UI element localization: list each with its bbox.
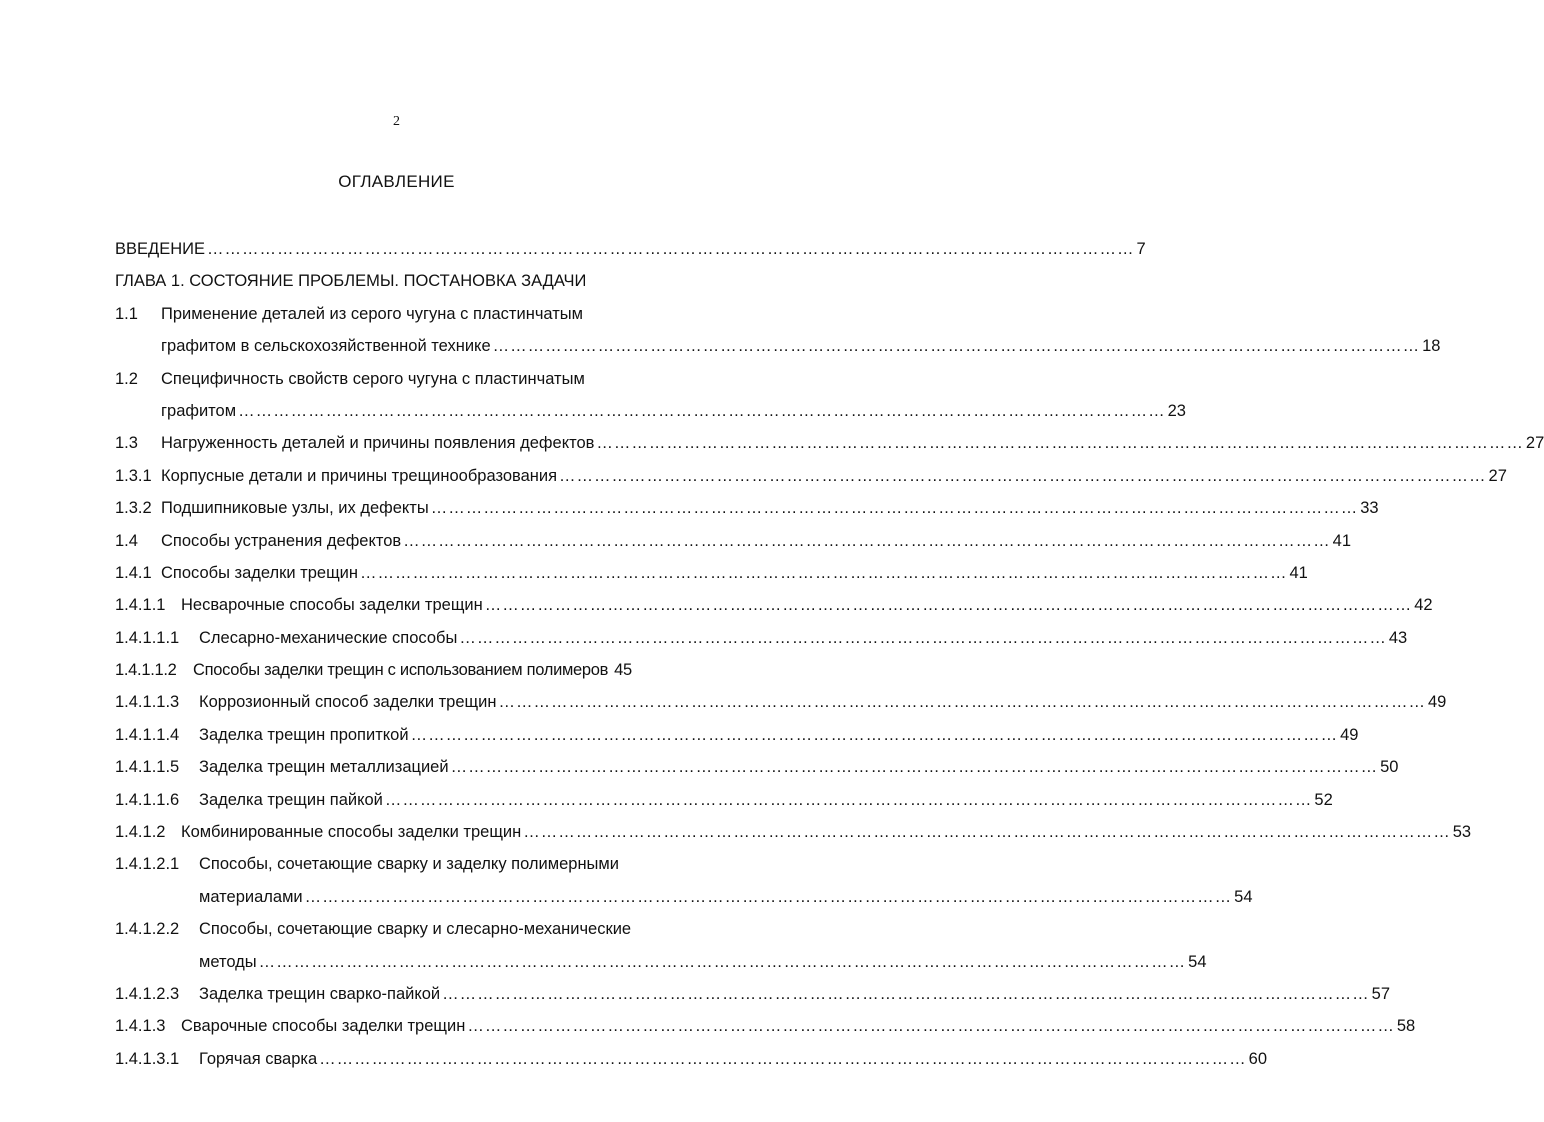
toc-entry-1-2[interactable]: [115, 363, 705, 395]
dot-leader: [467, 1010, 1395, 1042]
table-of-contents: [115, 233, 1544, 1075]
dot-leader: [305, 881, 1233, 913]
toc-entry-page: 27: [1488, 466, 1507, 485]
toc-entry-1-4-1-2-1[interactable]: [115, 848, 705, 880]
dot-leader: [451, 751, 1379, 783]
toc-chapter-1[interactable]: [115, 265, 705, 297]
toc-entry-number: 1.4.1.3.1: [115, 1049, 180, 1068]
chapter-title: ГЛАВА 1. СОСТОЯНИЕ ПРОБЛЕМЫ. ПОСТАНОВКА ЗАДАЧИ: [115, 272, 587, 291]
toc-entry-1-1-cont[interactable]: [115, 330, 1441, 362]
toc-entry-1-4-1-3-1[interactable]: [115, 1043, 1268, 1075]
toc-entry-page: 33: [1360, 499, 1379, 518]
toc-entry-page: 18: [1422, 337, 1441, 356]
toc-entry-number: 1.4.1.1.5: [115, 758, 180, 777]
toc-entry-number: 1.4.1.1.2: [115, 661, 177, 680]
toc-entry-title: Способы заделки трещин: [161, 563, 358, 582]
toc-entry-1-4-1-1-4[interactable]: [115, 719, 1359, 751]
dot-leader: [385, 784, 1313, 816]
toc-entry-page: 49: [1340, 725, 1359, 744]
toc-entry-1-4-1-2[interactable]: [115, 816, 1472, 848]
toc-entry-1-3-1[interactable]: [115, 460, 1507, 492]
toc-entry-page: 57: [1371, 984, 1391, 1003]
toc-entry-number: 1.4.1: [115, 563, 152, 582]
toc-entry-title: Заделка трещин сварко-пайкой: [199, 984, 441, 1003]
toc-entry-1-2-cont[interactable]: [115, 395, 1186, 427]
toc-entry-1-4-1-1[interactable]: [115, 589, 1433, 621]
toc-entry-title: Заделка трещин пайкой: [199, 790, 383, 809]
toc-entry-1-4-1-2-3[interactable]: [115, 978, 1391, 1010]
dot-leader: [431, 492, 1359, 524]
toc-entry-title: Комбинированные способы заделки трещин: [181, 823, 522, 842]
toc-entry-1-4-1-1-2[interactable]: [115, 654, 705, 686]
dot-leader: [238, 395, 1166, 427]
toc-entry-page: 45: [614, 661, 632, 680]
toc-entry-number: 1.4.1.2.2: [115, 920, 180, 939]
toc-entry-page: 54: [1188, 952, 1207, 971]
toc-entry-title: Способы, сочетающие сварку и заделку полимерными: [199, 855, 619, 874]
dot-leader: [459, 622, 1387, 654]
toc-entry-page: 23: [1167, 401, 1186, 420]
toc-entry-title: Способы устранения дефектов: [161, 531, 402, 550]
toc-entry-1-4-1-1-5[interactable]: [115, 751, 1399, 783]
toc-entry-title: Горячая сварка: [199, 1049, 318, 1068]
toc-entry-page: 53: [1452, 823, 1472, 842]
toc-entry-1-4-1-2-2[interactable]: [115, 913, 705, 945]
toc-entry-title: Заделка трещин металлизацией: [199, 758, 449, 777]
toc-entry-page: 50: [1380, 758, 1399, 777]
toc-entry-title: Способы, сочетающие сварку и слесарно-механические: [199, 920, 632, 939]
toc-entry-title: Коррозионный способ заделки трещин: [199, 693, 497, 712]
dot-leader: [485, 589, 1413, 621]
toc-entry-1-4-1-3[interactable]: [115, 1010, 1416, 1042]
dot-leader: [523, 816, 1451, 848]
toc-entry-number: 1.4.1.3: [115, 1017, 166, 1036]
toc-entry-1-4-1-1-6[interactable]: [115, 784, 1333, 816]
dot-leader: [442, 978, 1370, 1010]
toc-entry-title: Нагруженность деталей и причины появления дефектов: [161, 434, 595, 453]
toc-entry-number: 1.3.2: [115, 499, 152, 518]
dot-leader: [411, 719, 1339, 751]
toc-entry-title: Слесарно-механические способы: [199, 628, 458, 647]
toc-entry-page: 41: [1289, 563, 1308, 582]
toc-entry-page: 41: [1332, 531, 1352, 550]
dot-leader: [493, 330, 1421, 362]
toc-entry-1-4-1-1-1[interactable]: [115, 622, 1408, 654]
toc-entry-title: ВВЕДЕНИЕ: [115, 240, 205, 258]
toc-entry-title: Применение деталей из серого чугуна с пластинчатым: [161, 304, 583, 323]
toc-entry-page: 58: [1396, 1017, 1416, 1036]
toc-entry-number: 1.4.1.1.6: [115, 790, 180, 809]
toc-entry-1-3-2[interactable]: [115, 492, 1379, 524]
toc-entry-page: 52: [1314, 790, 1333, 809]
toc-entry-number: 1.4: [115, 531, 138, 550]
toc-entry-page: 49: [1427, 693, 1447, 712]
dot-leader: [360, 557, 1288, 589]
toc-entry-title-cont: материалами: [199, 887, 303, 906]
toc-entry-title: Несварочные способы заделки трещин: [181, 596, 483, 615]
toc-entry-1-4-1-1-3[interactable]: [115, 686, 1447, 718]
toc-entry-title: Заделка трещин пропиткой: [199, 725, 409, 744]
toc-entry-number: 1.3.1: [115, 466, 152, 485]
dot-leader: [207, 233, 1135, 265]
toc-entry-1-3[interactable]: [115, 427, 1544, 459]
toc-entry-page: 43: [1388, 628, 1408, 647]
toc-entry-page: 54: [1234, 887, 1253, 906]
toc-entry-page: 27: [1525, 434, 1544, 453]
toc-heading: ОГЛАВЛЕНИЕ: [338, 172, 455, 191]
toc-entry-number: 1.4.1.1.3: [115, 693, 180, 712]
toc-entry-page: 7: [1136, 240, 1146, 258]
toc-entry-title-cont: графитом: [161, 401, 237, 420]
toc-entry-title: Специфичность свойств серого чугуна с пластинчатым: [161, 369, 585, 388]
toc-entry-intro[interactable]: [115, 233, 1146, 265]
toc-entry-title: Корпусные детали и причины трещинообразования: [161, 466, 558, 485]
toc-entry-1-4-1-2-1-cont[interactable]: [115, 881, 1253, 913]
toc-entry-title: Подшипниковые узлы, их дефекты: [161, 499, 429, 518]
toc-entry-number: 1.4.1.1: [115, 596, 166, 615]
toc-entry-number: 1.3: [115, 434, 138, 453]
toc-entry-1-4-1[interactable]: [115, 557, 1308, 589]
dot-leader: [596, 427, 1524, 459]
toc-entry-number: 1.4.1.1.1: [115, 628, 180, 647]
toc-entry-1-4-1-2-2-cont[interactable]: [115, 946, 1207, 978]
dot-leader: [403, 525, 1331, 557]
toc-entry-1-1[interactable]: [115, 298, 705, 330]
toc-entry-1-4[interactable]: [115, 525, 1352, 557]
toc-entry-page: 60: [1248, 1049, 1268, 1068]
dot-leader: [498, 686, 1426, 718]
dot-leader: [259, 946, 1187, 978]
toc-entry-number: 1.1: [115, 304, 138, 323]
toc-entry-page: 42: [1414, 596, 1433, 615]
toc-entry-number: 1.2: [115, 369, 138, 388]
toc-entry-number: 1.4.1.2.3: [115, 984, 180, 1003]
toc-entry-title: Сварочные способы заделки трещин: [181, 1017, 466, 1036]
dot-leader: [559, 460, 1487, 492]
toc-entry-number: 1.4.1.1.4: [115, 725, 180, 744]
toc-entry-title-cont: методы: [199, 952, 257, 971]
toc-entry-number: 1.4.1.2.1: [115, 855, 180, 874]
toc-entry-number: 1.4.1.2: [115, 823, 166, 842]
dot-leader: [319, 1043, 1247, 1075]
page-number: 2: [393, 114, 400, 129]
toc-entry-title-cont: графитом в сельскохозяйственной технике: [161, 337, 491, 356]
toc-entry-title: Способы заделки трещин с использованием полимеров: [193, 661, 609, 680]
